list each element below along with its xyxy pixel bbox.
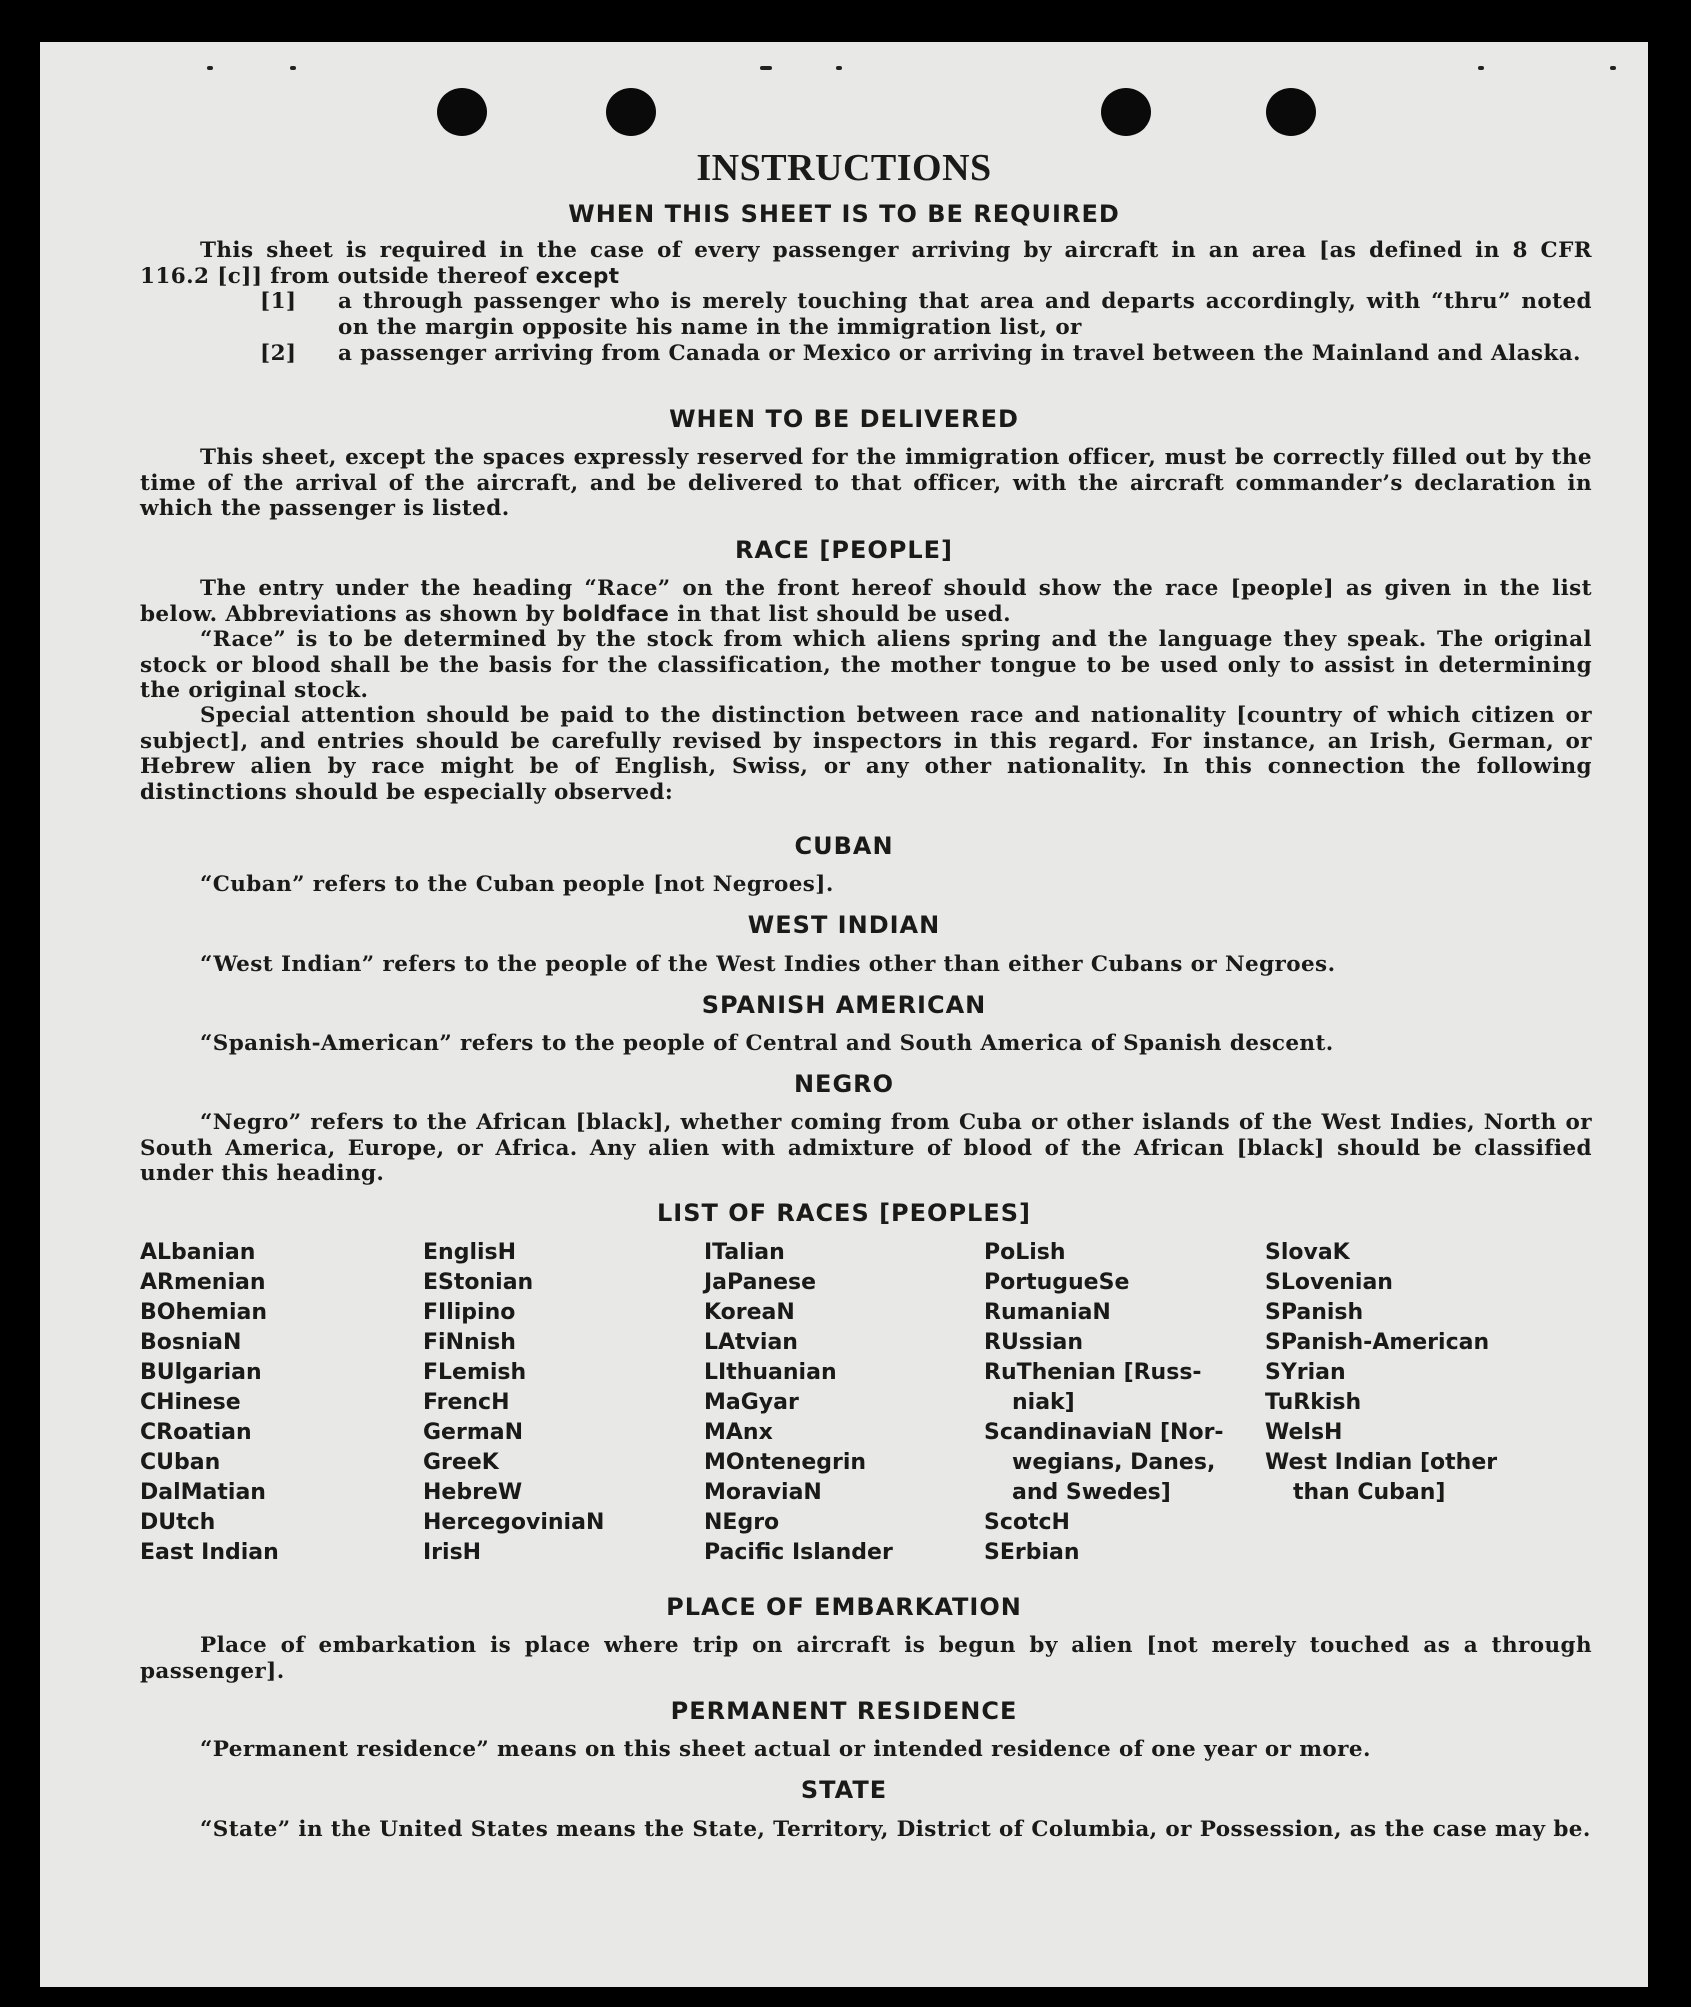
heading-negro: NEGRO: [793, 1070, 895, 1098]
race-list-item: West Indian [other: [1265, 1450, 1498, 1475]
race-list-item: ALbanian: [140, 1240, 256, 1265]
race-list-item: FLemish: [423, 1360, 527, 1385]
required-intro-line1: This sheet is required in the case of every passenger arriving by aircraft in an area [as defined in 8 CFR: [200, 238, 1592, 263]
races-column-2: [423, 1238, 673, 1568]
race-list-item: wegians, Danes,: [1012, 1450, 1216, 1475]
race-list-item: EStonian: [423, 1270, 534, 1295]
race-list-item: GreeK: [423, 1450, 499, 1475]
race-list-item: SlovaK: [1265, 1240, 1350, 1265]
race-list-item: East Indian: [140, 1540, 279, 1565]
race-list-item: NEgro: [704, 1510, 780, 1535]
race-list-item: HercegoviniaN: [423, 1510, 605, 1535]
race-list-item: ScandinaviaN [Nor-: [984, 1420, 1224, 1445]
document-sheet: [40, 42, 1648, 1987]
race-list-item: ARmenian: [140, 1270, 266, 1295]
race-list-item: MaGyar: [704, 1390, 799, 1415]
required-intro-line2-text: 116.2 [c]] from outside thereof: [140, 263, 528, 289]
races-column-1: [140, 1238, 390, 1568]
heading-spanish-american: SPANISH AMERICAN: [701, 991, 987, 1019]
page-title: INSTRUCTIONS: [696, 147, 992, 189]
race-list-item: niak]: [1012, 1390, 1075, 1415]
required-intro: [140, 238, 1592, 289]
required-item-1-num: [1]: [260, 289, 297, 314]
required-item-1-text: a through passenger who is merely touching that area and departs accordingly, with “thru” noted on the margin opposite his name in the immigration list, or: [338, 289, 1592, 340]
race-para-3: Special attention should be paid to the distinction between race and nationality [country of which citizen or subject], and entries should be carefully revised by inspectors in this regard. For instance, an Irish, German, or Hebrew alien by race might be of English, Swiss, or any other nationality. In this connection the following distinctions should be especially observed:: [140, 703, 1592, 805]
race-list-item: FiNnish: [423, 1330, 516, 1355]
race-para-1-a: The entry under the heading “Race” on the front hereof should show the race [people] as given in the list below. Abbreviations as shown by: [140, 576, 1592, 627]
required-item-2: [260, 341, 1592, 367]
race-list-item: BUlgarian: [140, 1360, 262, 1385]
race-list-item: JaPanese: [704, 1270, 817, 1295]
required-intro-except: except: [535, 263, 620, 289]
races-column-3: [704, 1238, 954, 1568]
west-indian-text: “West Indian” refers to the people of the West Indies other than either Cubans or Negroes.: [200, 952, 1336, 977]
delivered-text: This sheet, except the spaces expressly reserved for the immigration officer, must be correctly filled out by the time of the arrival of the aircraft, and be delivered to that officer, with the aircraft commander’s declaration in which the passenger is listed.: [140, 445, 1592, 521]
race-para-1: [140, 576, 1592, 627]
speck: [836, 66, 842, 70]
race-list-item: IrisH: [423, 1540, 482, 1565]
race-list-item: RumaniaN: [984, 1300, 1111, 1325]
race-list-item: FIlipino: [423, 1300, 516, 1325]
negro-text: “Negro” refers to the African [black], whether coming from Cuba or other islands of the West Indies, North or South America, Europe, or Africa. Any alien with admixture of blood of the African [black] should be classified under this heading.: [140, 1110, 1592, 1186]
cuban-text: “Cuban” refers to the Cuban people [not Negroes].: [200, 872, 834, 897]
race-list-item: PoLish: [984, 1240, 1066, 1265]
required-intro-line2: [140, 264, 1592, 290]
heading-when-delivered: WHEN TO BE DELIVERED: [669, 405, 1019, 433]
race-list-item: TuRkish: [1265, 1390, 1362, 1415]
heading-race: RACE [PEOPLE]: [734, 536, 954, 564]
race-list-item: than Cuban]: [1293, 1480, 1446, 1505]
race-list-item: LAtvian: [704, 1330, 798, 1355]
race-list-item: WelsH: [1265, 1420, 1343, 1445]
punch-hole-3: [1101, 88, 1151, 136]
race-list-item: MAnx: [704, 1420, 773, 1445]
race-list-item: KoreaN: [704, 1300, 795, 1325]
heading-cuban: CUBAN: [794, 832, 894, 860]
race-list-item: RuThenian [Russ-: [984, 1360, 1202, 1385]
race-list-item: SPanish: [1265, 1300, 1364, 1325]
heading-when-required: WHEN THIS SHEET IS TO BE REQUIRED: [568, 200, 1120, 228]
race-list-item: DalMatian: [140, 1480, 266, 1505]
punch-hole-4: [1266, 88, 1316, 136]
heading-west-indian: WEST INDIAN: [747, 911, 941, 939]
race-list-item: Pacific Islander: [704, 1540, 893, 1565]
heading-state: STATE: [800, 1776, 888, 1804]
race-list-item: CUban: [140, 1450, 221, 1475]
speck: [290, 66, 296, 70]
punch-hole-1: [437, 88, 487, 136]
race-list-item: SLovenian: [1265, 1270, 1393, 1295]
speck: [1478, 66, 1484, 70]
race-list-item: and Swedes]: [1012, 1480, 1171, 1505]
race-para-2: “Race” is to be determined by the stock from which aliens spring and the language they speak. The original stock or blood shall be the basis for the classification, the mother tongue to be used only to assist in determining the original stock.: [140, 627, 1592, 703]
permanent-residence-text: “Permanent residence” means on this sheet actual or intended residence of one year or more.: [200, 1737, 1371, 1762]
race-list-item: GermaN: [423, 1420, 524, 1445]
heading-permanent-residence: PERMANENT RESIDENCE: [670, 1697, 1018, 1725]
race-list-item: PortugueSe: [984, 1270, 1130, 1295]
race-list-item: CHinese: [140, 1390, 241, 1415]
speck: [1610, 66, 1616, 70]
embarkation-text: Place of embarkation is place where trip on aircraft is begun by alien [not merely touched as a through passenger].: [140, 1633, 1592, 1684]
required-item-1: [260, 289, 1592, 340]
race-list-item: EnglisH: [423, 1240, 517, 1265]
races-column-4: [984, 1238, 1234, 1568]
race-list-item: SYrian: [1265, 1360, 1346, 1385]
race-list-item: MoraviaN: [704, 1480, 822, 1505]
race-list-item: BOhemian: [140, 1300, 268, 1325]
spanish-american-text: “Spanish-American” refers to the people of Central and South America of Spanish descent.: [200, 1031, 1334, 1056]
race-para-1-b: in that list should be used.: [677, 601, 1011, 627]
race-list-item: CRoatian: [140, 1420, 252, 1445]
race-list-item: ScotcH: [984, 1510, 1070, 1535]
heading-embarkation: PLACE OF EMBARKATION: [666, 1593, 1022, 1621]
race-list-item: DUtch: [140, 1510, 216, 1535]
speck: [207, 66, 213, 70]
state-text: “State” in the United States means the State, Territory, District of Columbia, or Possession, as the case may be.: [200, 1817, 1591, 1842]
heading-list-of-races: LIST OF RACES [PEOPLES]: [657, 1199, 1031, 1227]
race-list-item: SErbian: [984, 1540, 1080, 1565]
race-list-item: SPanish-American: [1265, 1330, 1490, 1355]
required-item-2-num: [2]: [260, 341, 297, 366]
race-para-1-bold: boldface: [561, 601, 670, 627]
races-column-5: [1265, 1238, 1515, 1508]
race-list-item: HebreW: [423, 1480, 523, 1505]
race-list-item: FrencH: [423, 1390, 510, 1415]
speck: [760, 66, 772, 70]
race-list-item: RUssian: [984, 1330, 1084, 1355]
required-item-2-text: a passenger arriving from Canada or Mexico or arriving in travel between the Mainland and Alaska.: [338, 341, 1581, 366]
punch-hole-2: [606, 88, 656, 136]
race-list-item: ITalian: [704, 1240, 785, 1265]
race-list-item: LIthuanian: [704, 1360, 837, 1385]
race-list-item: MOntenegrin: [704, 1450, 867, 1475]
race-list-item: BosniaN: [140, 1330, 242, 1355]
